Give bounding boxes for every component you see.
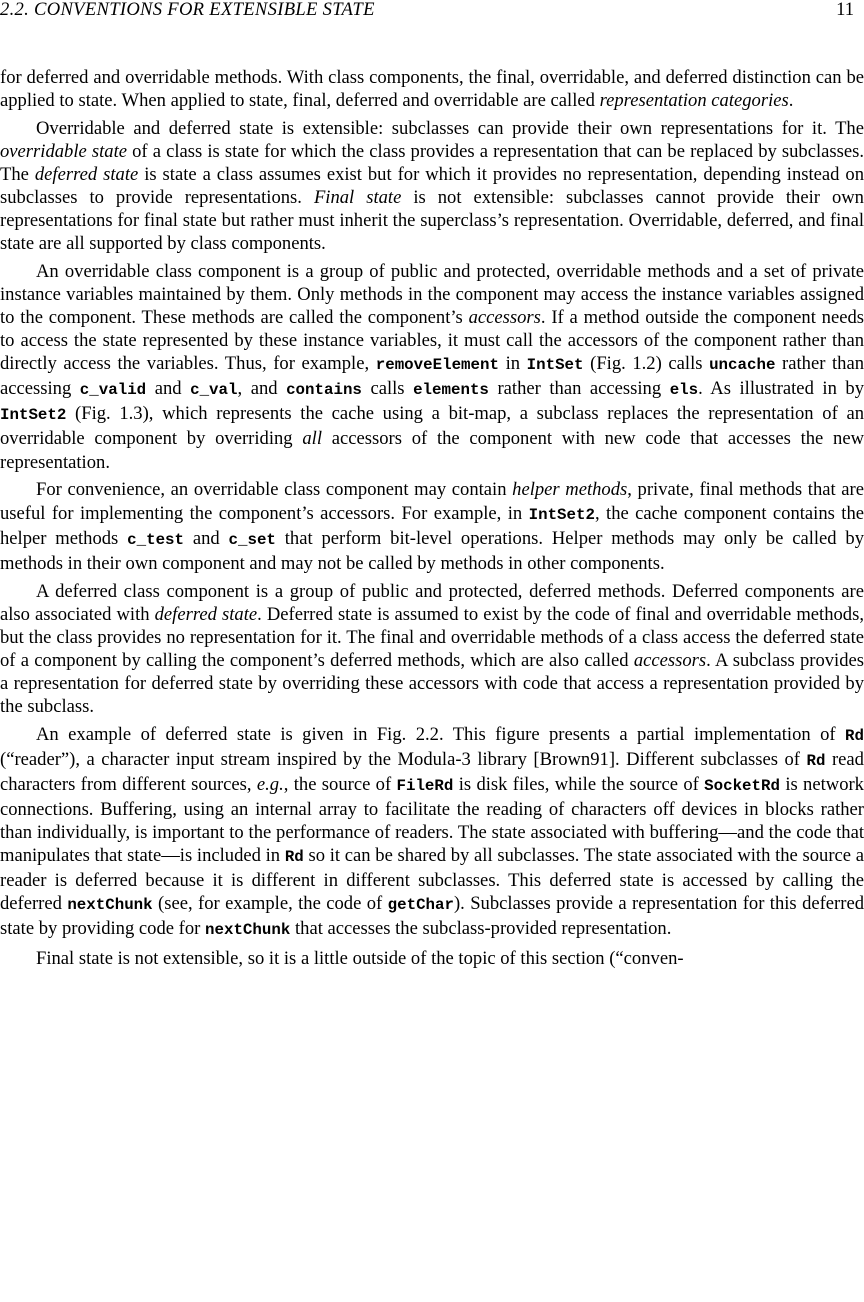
paragraph-5: A deferred class component is a group of public and protected, deferred methods. Deferred components are also associated with deferred state. Deferred state is assumed to exist by the code of final and overridable methods, but the class provides no representation for it. The final and overridable methods of a class access the deferred state of a component by calling the component’s deferred methods, which are also called accessors. A subclass provides a representation for deferred state by overriding these accessors with code that access a representation provided by the subclass. [0, 580, 864, 717]
code-term: uncache [709, 356, 776, 375]
code-term: Rd [845, 726, 864, 745]
code-term: FileRd [396, 776, 454, 795]
code-term: SocketRd [704, 776, 780, 795]
code-term: c_set [228, 530, 276, 549]
body-text [0, 66, 864, 970]
code-term: elements [413, 381, 489, 400]
code-term: c_val [190, 381, 238, 400]
running-header [0, 0, 864, 22]
paragraph-2: Overridable and deferred state is extensible: subclasses can provide their own representations for it. The overridable state of a class is state for which the class provides a representation that can be replaced by subclasses. The deferred state is state a class assumes exist but for which it provides no representation, depending instead on subclasses to provide representations. Final state is not extensible: subclasses cannot provide their own representations for final state but rather must inherit the superclass’s representation. Overridable, deferred, and final state are all supported by class components. [0, 117, 864, 255]
code-term: contains [286, 381, 362, 400]
section-title: 2.2. CONVENTIONS FOR EXTENSIBLE STATE [0, 0, 375, 20]
paragraph-7: Final state is not extensible, so it is a little outside of the topic of this section (“conven- [36, 948, 684, 970]
paragraph-6: An example of deferred state is given in Fig. 2.2. This figure presents a partial implementation of Rd (“reader”), a character input stream inspired by the Modula-3 library [Brown91]. Different subclasses of Rd read characters from different sources, e.g., the source of FileRd is disk files, while the source of SocketRd is network connections. Buffering, using an internal array to facilitate the reading of characters off devices in blocks rather than individually, is important to the performance of readers. The state associated with buffering—and the code that manipulates that state—is included in Rd so it can be shared by all subclasses. The state associated with the source a reader is deferred because it is different in different subclasses. This deferred state is accessed by calling the deferred nextChunk (see, for example, the code of getChar). Subclasses provide a representation for this deferred state by providing code for nextChunk that accesses the subclass-provided representation. [0, 723, 864, 940]
code-term: nextChunk [67, 896, 153, 915]
code-term: IntSet [526, 356, 584, 375]
code-term: Rd [284, 847, 304, 866]
page-number: 11 [836, 0, 854, 20]
paragraph-1: for deferred and overridable methods. With class components, the final, overridable, and deferred distinction can be applied to state. When applied to state, final, deferred and overridable are called representation categories. [0, 67, 864, 112]
code-term: IntSet2 [0, 406, 67, 425]
code-term: Rd [806, 751, 826, 770]
paragraph-4: For convenience, an overridable class component may contain helper methods, private, final methods that are useful for implementing the component’s accessors. For example, in IntSet2, the cache component contains the helper methods c_test and c_set that perform bit-level operations. Helper methods may only be called by methods in their own component and may not be called by methods in other components. [0, 479, 864, 574]
paragraph-3: An overridable class component is a group of public and protected, overridable methods and a set of private instance variables maintained by them. Only methods in the component may access the instance variables assigned to the component. These methods are called the component’s accessors. If a method outside the component needs to access the state represented by these instance variables, it must call the accessors of the component rather than directly access the variables. Thus, for example, removeElement in IntSet (Fig. 1.2) calls uncache rather than accessing c_valid and c_val, and contains calls elements rather than accessing els. As illustrated in by IntSet2 (Fig. 1.3), which represents the cache using a bit-map, a subclass replaces the representation of an overridable component by overriding all accessors of the component with new code that accesses the new representation. [0, 261, 864, 473]
code-term: c_valid [79, 381, 147, 400]
code-term: removeElement [375, 356, 499, 375]
code-term: c_test [127, 530, 185, 549]
code-term: getChar [387, 896, 454, 915]
code-term: IntSet2 [528, 505, 595, 524]
code-term: nextChunk [205, 921, 291, 940]
code-term: els [669, 381, 699, 400]
